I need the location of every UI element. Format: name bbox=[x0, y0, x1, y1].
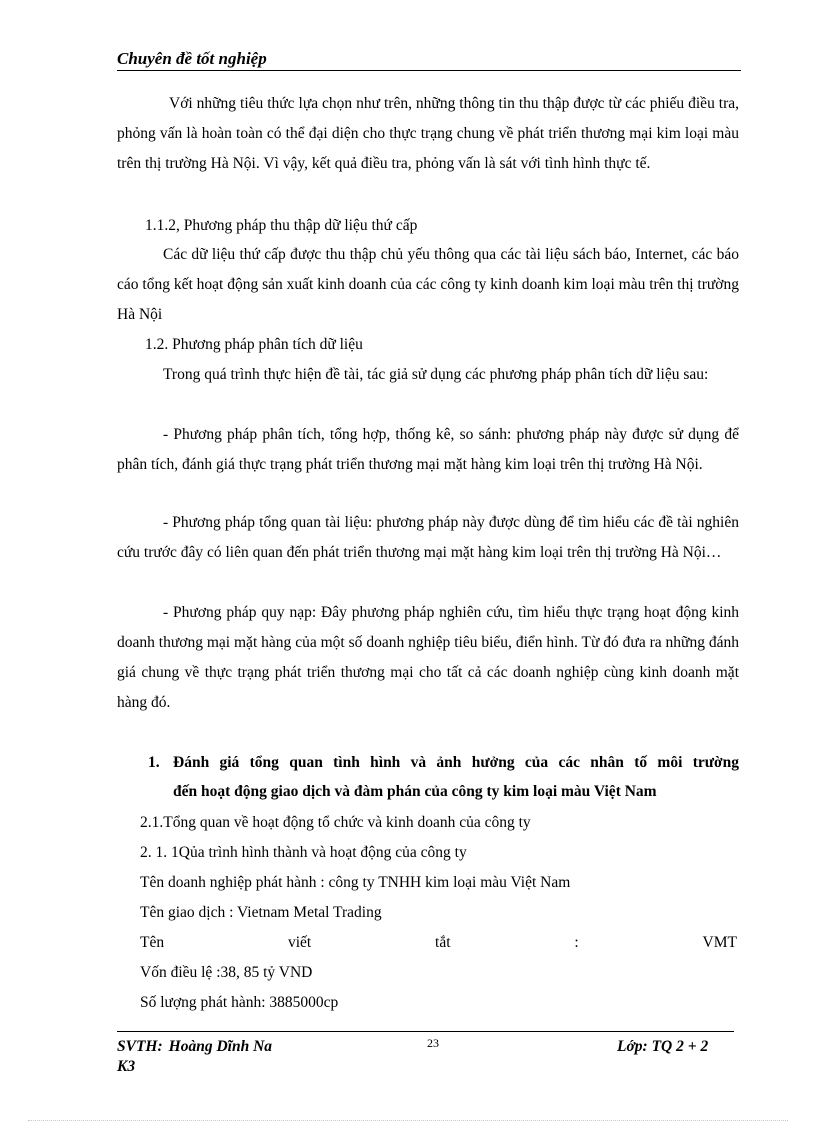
info-trading-name: Tên giao dịch : Vietnam Metal Trading bbox=[140, 904, 382, 921]
section-heading-line2: đến hoạt động giao dịch và đàm phán của công ty kim loại màu Việt Nam bbox=[173, 783, 657, 800]
subheading-company-overview: 2.1.Tổng quan về hoạt động tổ chức và kinh doanh của công ty bbox=[140, 814, 531, 831]
paragraph-secondary-data: Các dữ liệu thứ cấp được thu thập chủ yếu thông qua các tài liệu sách báo, Internet, các báo cáo tổng kết hoạt động sản xuất kinh doanh của các công ty kinh doanh kim loại màu trên thị trường Hà Nội bbox=[117, 246, 739, 323]
page-edge-dotted-line bbox=[28, 1120, 788, 1121]
info-abbreviation-word: Tên bbox=[140, 934, 165, 951]
subheading-secondary-data: 1.1.2, Phương pháp thu thập dữ liệu thứ cấp bbox=[145, 217, 418, 234]
info-abbreviation-word: tắt bbox=[435, 934, 451, 951]
footer-student-name: Hoàng Dĩnh Na bbox=[168, 1038, 273, 1055]
header-divider bbox=[117, 70, 741, 71]
footer-class-code: K3 bbox=[117, 1058, 136, 1075]
bullet-analysis-synthesis: - Phương pháp phân tích, tổng hợp, thống kê, so sánh: phương pháp này được sử dụng để phân tích, đánh giá thực trạng phát triển thương mại mặt hàng kim loại trên thị trường Hà Nội. bbox=[117, 426, 739, 473]
subheading-company-history: 2. 1. 1Qủa trình hình thành và hoạt động của công ty bbox=[140, 844, 467, 861]
section-heading-number: 1. bbox=[148, 754, 160, 771]
paragraph-survey-validity: Với những tiêu thức lựa chọn như trên, những thông tin thu thập được từ các phiếu điều tra, phỏng vấn là hoàn toàn có thể đại diện cho thực trạng chung về phát triển thương mại kim loại màu trên thị trường Hà Nội. Vì vậy, kết quả điều tra, phỏng vấn là sát với tình hình thực tế. bbox=[117, 95, 739, 172]
subheading-analysis-methods: 1.2. Phương pháp phân tích dữ liệu bbox=[145, 336, 363, 353]
footer-svth-label: SVTH: bbox=[117, 1038, 163, 1055]
info-abbreviation-word: viết bbox=[287, 934, 312, 951]
info-abbreviation-value: VMT bbox=[702, 934, 737, 951]
bullet-induction-method: - Phương pháp quy nạp: Đây phương pháp nghiên cứu, tìm hiểu thực trạng hoạt động kinh doanh thương mại mặt hàng của một số doanh nghiệp tiêu biểu, điển hình. Từ đó đưa ra những đánh giá chung về thực trạng phát triển thương mại cho tất cả các doanh nghiệp cùng kinh doanh mặt hàng đó. bbox=[117, 604, 739, 711]
document-header-title: Chuyên đề tốt nghiệp bbox=[117, 49, 267, 68]
info-charter-capital: Vốn điều lệ :38, 85 tỷ VND bbox=[140, 964, 313, 981]
info-company-name: Tên doanh nghiệp phát hành : công ty TNHH kim loại màu Việt Nam bbox=[140, 874, 571, 891]
info-abbreviation bbox=[140, 928, 737, 958]
paragraph-analysis-intro: Trong quá trình thực hiện đề tài, tác giả sử dụng các phương pháp phân tích dữ liệu sau: bbox=[163, 366, 709, 383]
bullet-literature-review: - Phương pháp tổng quan tài liệu: phương pháp này được dùng để tìm hiểu các đề tài nghiên cứu trước đây có liên quan đến phát triển thương mại mặt hàng kim loại trên thị trường Hà Nội… bbox=[117, 514, 739, 561]
page-number: 23 bbox=[427, 1036, 439, 1050]
footer-class-info: Lớp: TQ 2 + 2 bbox=[617, 1038, 709, 1055]
section-heading-line1: Đánh giá tổng quan tình hình và ảnh hưởng của các nhân tố môi trường bbox=[173, 754, 739, 771]
info-shares-issued: Số lượng phát hành: 3885000cp bbox=[140, 994, 339, 1011]
info-abbreviation-colon: : bbox=[574, 934, 579, 951]
footer-student-info bbox=[117, 1037, 278, 1077]
footer-divider bbox=[117, 1031, 734, 1032]
